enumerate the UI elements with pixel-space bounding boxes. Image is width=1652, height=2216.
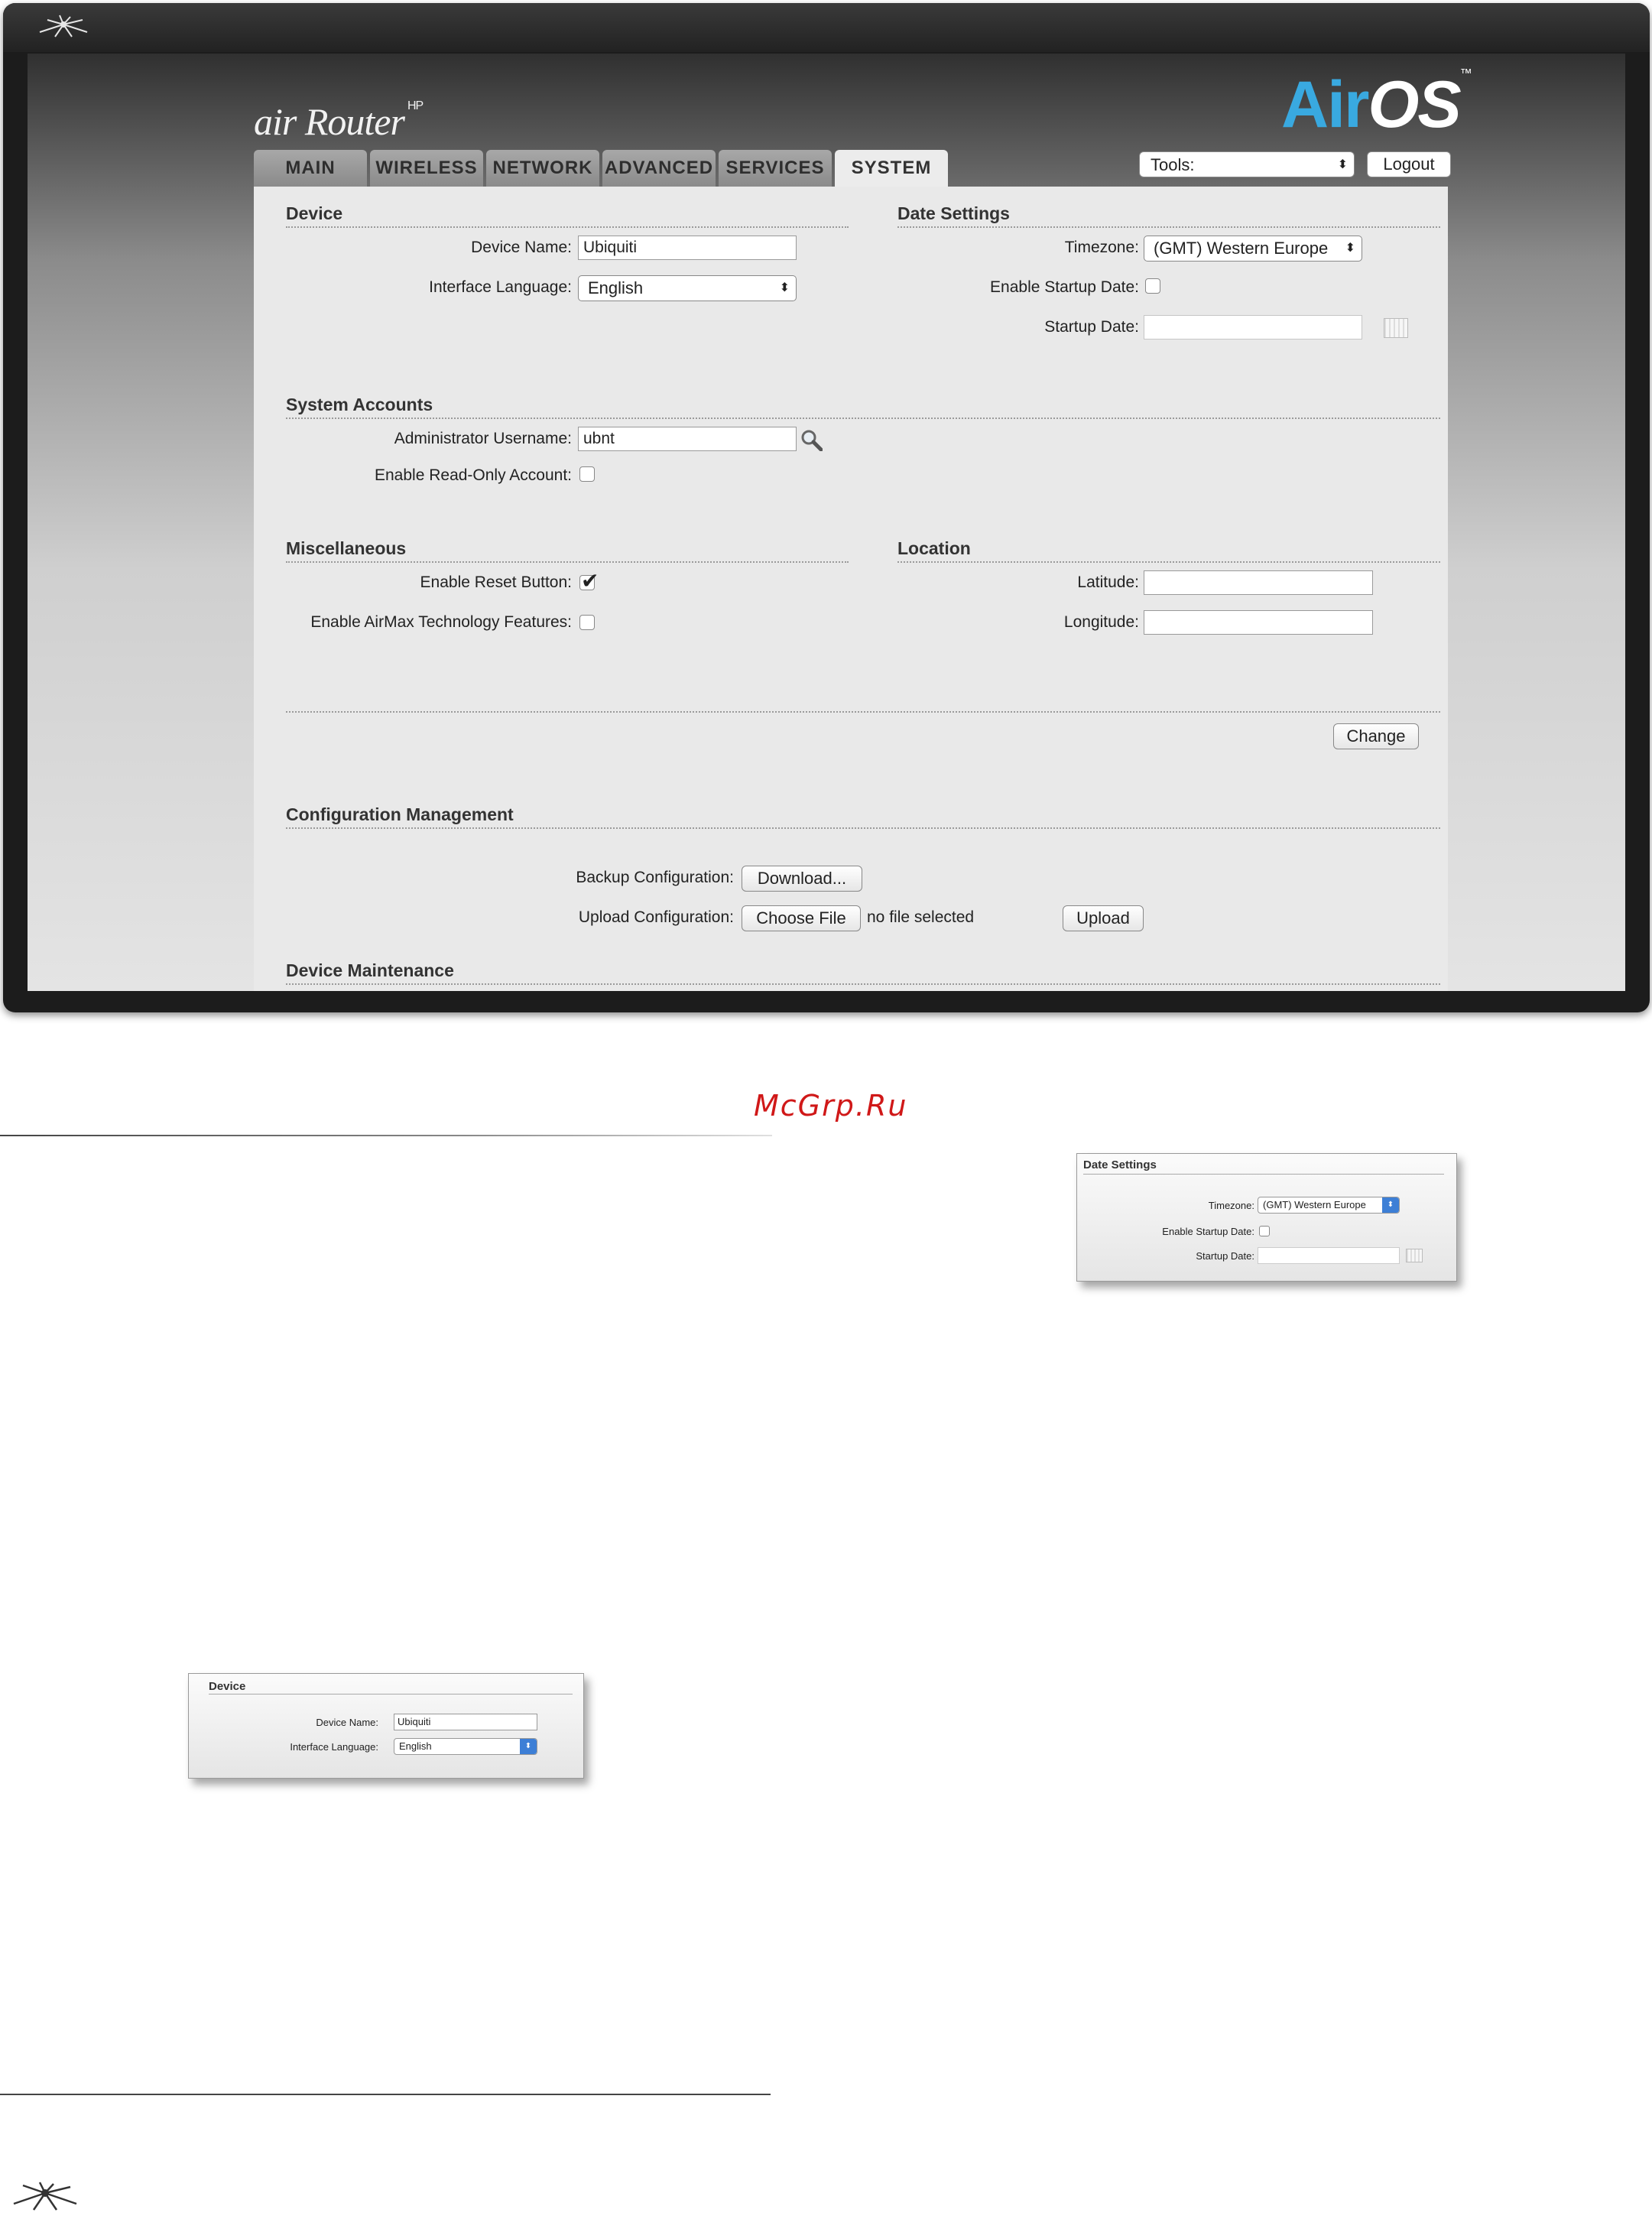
mini-timezone-select[interactable]: (GMT) Western Europe ⬍ [1258,1197,1400,1214]
divider [1083,1174,1444,1175]
divider [286,983,1440,985]
ubiquiti-logo-icon [37,14,90,41]
airos-logo: AirOS™ [1281,67,1471,141]
divider [286,561,849,563]
tab-services[interactable]: SERVICES [719,150,832,187]
startup-date-label: Startup Date: [1044,318,1139,336]
page-rule-bottom [0,2094,771,2095]
browser-viewport [28,54,1625,991]
interface-language-label: Interface Language: [429,278,572,296]
updown-arrows-icon: ⬍ [779,281,790,294]
updown-arrows-icon: ⬍ [520,1739,537,1754]
timezone-select[interactable]: (GMT) Western Europe ⬍ [1144,236,1362,262]
divider [286,418,1440,419]
mini-language-label: Interface Language: [290,1741,378,1753]
reset-button-checkbox[interactable] [579,575,595,590]
airos-window [3,3,1650,1012]
backup-configuration-label: Backup Configuration: [576,869,734,886]
enable-startup-date-checkbox[interactable] [1145,278,1160,294]
updown-arrows-icon: ⬍ [1342,236,1355,261]
configuration-management-title: Configuration Management [286,804,514,824]
divider [897,226,1440,228]
date-settings-title: Date Settings [897,203,1010,223]
latitude-input[interactable] [1144,570,1373,595]
divider [286,226,849,228]
magnifier-icon[interactable] [800,428,823,451]
read-only-account-checkbox[interactable] [579,466,595,482]
administrator-username-label: Administrator Username: [394,430,572,447]
upload-button[interactable]: Upload [1063,905,1144,931]
tools-select[interactable]: Tools: ⬍ [1139,151,1355,177]
device-name-input[interactable]: Ubiquiti [578,236,797,260]
location-title: Location [897,538,971,558]
system-panel [254,187,1448,991]
mini-date-title: Date Settings [1083,1158,1157,1171]
administrator-username-input[interactable]: ubnt [578,427,797,451]
system-accounts-title: System Accounts [286,395,433,414]
startup-date-input[interactable] [1144,315,1362,340]
updown-arrows-icon: ⬍ [1337,158,1348,171]
mini-startup-date-input[interactable] [1258,1247,1400,1264]
upload-configuration-label: Upload Configuration: [578,908,734,926]
miscellaneous-title: Miscellaneous [286,538,407,558]
device-callout [188,1673,584,1779]
mini-device-name-input[interactable]: Ubiquiti [394,1714,537,1730]
mini-startup-enable-label: Enable Startup Date: [1162,1226,1254,1237]
window-titlebar [3,3,1650,52]
tab-wireless[interactable]: WIRELESS [370,150,483,187]
airmax-features-checkbox[interactable] [579,615,595,630]
device-name-label: Device Name: [471,239,572,256]
device-maintenance-title: Device Maintenance [286,960,454,980]
tab-main[interactable]: MAIN [254,150,367,187]
calendar-icon[interactable] [1384,318,1408,338]
mini-device-name-label: Device Name: [316,1717,378,1728]
mini-language-select[interactable]: English ⬍ [394,1738,537,1755]
ubiquiti-footer-logo-icon [11,2181,80,2211]
tab-network[interactable]: NETWORK [486,150,599,187]
interface-language-select[interactable]: English ⬍ [578,275,797,301]
no-file-selected-text: no file selected [867,908,975,926]
tab-advanced[interactable]: ADVANCED [602,150,716,187]
timezone-label: Timezone: [1064,239,1139,256]
mini-startup-date-label: Startup Date: [1196,1250,1254,1262]
reset-button-label: Enable Reset Button: [420,573,572,591]
mini-startup-enable-checkbox[interactable] [1259,1226,1270,1236]
date-settings-callout [1076,1153,1457,1282]
longitude-input[interactable] [1144,610,1373,635]
read-only-account-label: Enable Read-Only Account: [375,466,572,484]
watermark-text: McGrp.Ru [754,1089,908,1123]
page-rule-top [0,1135,772,1136]
mini-timezone-label: Timezone: [1208,1200,1254,1211]
download-button[interactable]: Download... [742,866,862,892]
main-tabs [254,150,951,187]
change-button[interactable]: Change [1333,723,1419,749]
mini-device-title: Device [209,1680,246,1693]
divider [286,711,1440,713]
logout-button[interactable]: Logout [1367,151,1451,177]
device-section-title: Device [286,203,343,223]
airmax-features-label: Enable AirMax Technology Features: [310,613,572,631]
longitude-label: Longitude: [1063,613,1139,631]
divider [286,827,1440,829]
choose-file-button[interactable]: Choose File [742,905,861,931]
enable-startup-date-label: Enable Startup Date: [990,278,1139,296]
tab-system[interactable]: SYSTEM [835,150,948,187]
updown-arrows-icon: ⬍ [1382,1197,1399,1213]
calendar-icon[interactable] [1406,1249,1423,1262]
divider [897,561,1440,563]
latitude-label: Latitude: [1077,573,1139,591]
airrouter-logo: air Router $^{HP}$ [254,99,424,143]
